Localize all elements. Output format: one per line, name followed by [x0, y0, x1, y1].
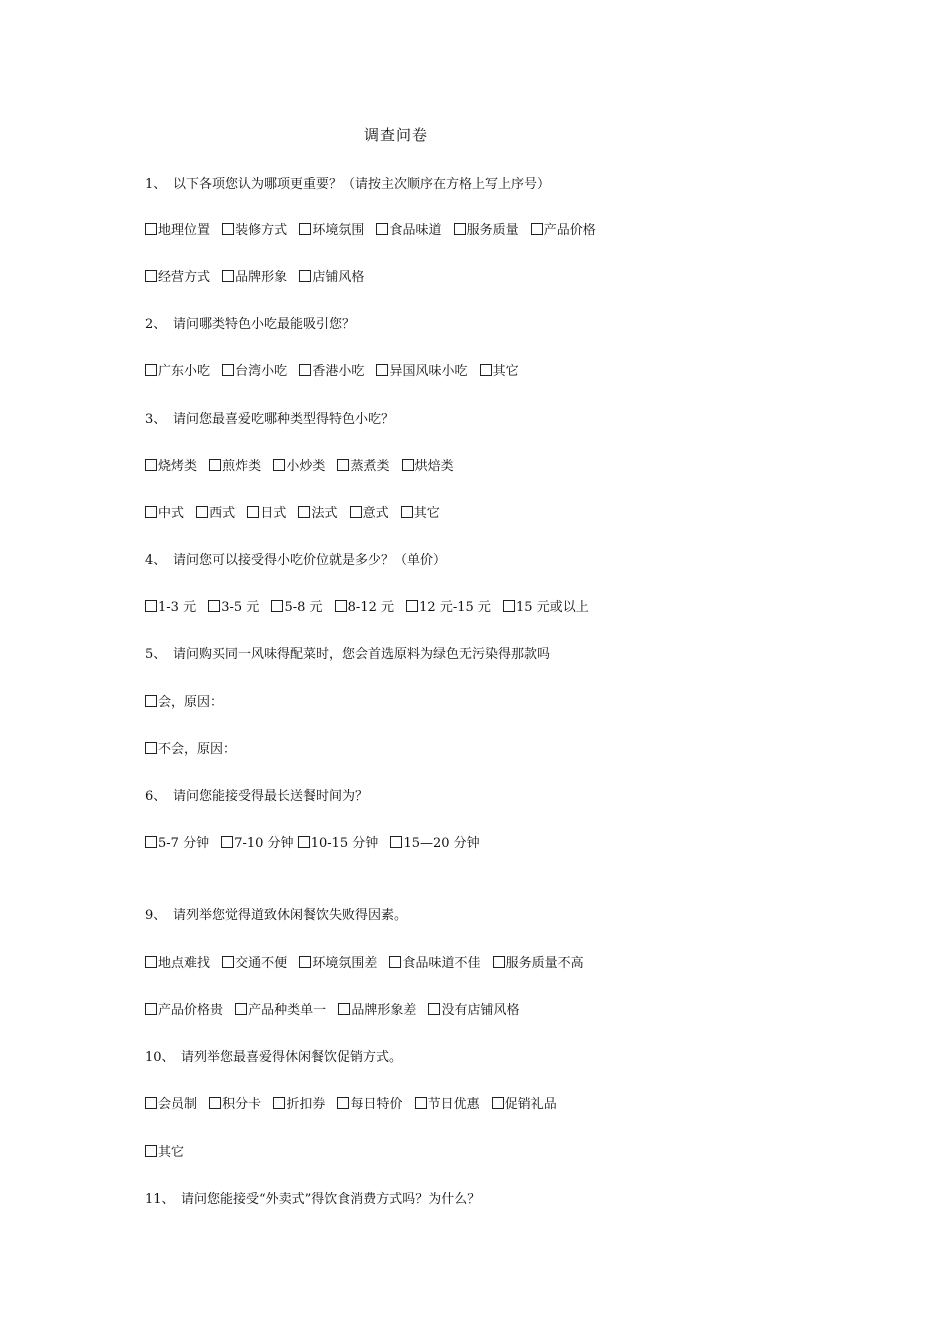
option-row — [145, 1096, 565, 1114]
question-text: 请问购买同一风味得配菜时，您会首选原料为绿色无污染得那款吗 — [173, 647, 551, 662]
checkbox[interactable] — [222, 223, 234, 235]
question-6 — [145, 788, 368, 806]
question-text: 请问您最喜爱吃哪种类型得特色小吃？ — [173, 412, 395, 427]
option-label: 其它 — [158, 1145, 185, 1160]
option-label: 8-12 元 — [347, 600, 394, 615]
checkbox[interactable] — [273, 1097, 285, 1109]
option-label: 地理位置 — [158, 223, 211, 238]
question-number: 9、 — [145, 908, 167, 923]
option-label: 小炒类 — [286, 459, 326, 474]
question-number: 10、 — [145, 1050, 175, 1065]
option-label: 会，原因： — [158, 695, 224, 710]
option-row — [145, 835, 488, 853]
checkbox[interactable] — [428, 1003, 440, 1015]
question-text: 以下各项您认为哪项更重要？（请按主次顺序在方格上写上序号） — [173, 177, 551, 192]
question-text: 请问您能接受得最长送餐时间为？ — [173, 789, 369, 804]
checkbox[interactable] — [299, 364, 311, 376]
option-label: 会员制 — [158, 1097, 198, 1112]
checkbox[interactable] — [209, 459, 221, 471]
option-label: 产品价格贵 — [158, 1003, 224, 1018]
checkbox[interactable] — [145, 836, 157, 848]
option-label: 装修方式 — [235, 223, 288, 238]
option-label: 烘焙类 — [414, 459, 454, 474]
checkbox[interactable] — [145, 600, 157, 612]
option-label: 烧烤类 — [158, 459, 198, 474]
checkbox[interactable] — [247, 506, 259, 518]
option-label: 7-10 分钟 — [234, 836, 294, 851]
option-label: 1-3 元 — [158, 600, 197, 615]
checkbox[interactable] — [209, 1097, 221, 1109]
question-10 — [145, 1049, 402, 1067]
checkbox[interactable] — [145, 459, 157, 471]
checkbox[interactable] — [415, 1097, 427, 1109]
checkbox[interactable] — [335, 600, 347, 612]
option-label: 地点难找 — [158, 956, 211, 971]
checkbox[interactable] — [350, 506, 362, 518]
option-row — [145, 505, 448, 523]
question-text: 请列举您觉得道致休闲餐饮失败得因素。 — [173, 908, 408, 923]
checkbox[interactable] — [454, 223, 466, 235]
checkbox[interactable] — [376, 223, 388, 235]
checkbox[interactable] — [145, 695, 157, 707]
option-label: 其它 — [413, 506, 440, 521]
option-label: 煎炸类 — [222, 459, 262, 474]
checkbox[interactable] — [145, 506, 157, 518]
option-label: 异国风味小吃 — [389, 364, 468, 379]
option-label: 日式 — [260, 506, 287, 521]
option-label: 广东小吃 — [158, 364, 211, 379]
option-label: 服务质量 — [466, 223, 519, 238]
question-number: 4、 — [145, 553, 167, 568]
option-label: 促销礼品 — [504, 1097, 557, 1112]
checkbox[interactable] — [196, 506, 208, 518]
option-label: 环境氛围差 — [312, 956, 378, 971]
option-label: 10-15 分钟 — [310, 836, 379, 851]
option-row — [145, 458, 462, 476]
checkbox[interactable] — [222, 270, 234, 282]
question-number: 6、 — [145, 789, 167, 804]
checkbox[interactable] — [480, 364, 492, 376]
checkbox[interactable] — [208, 600, 220, 612]
checkbox[interactable] — [299, 223, 311, 235]
option-label: 香港小吃 — [312, 364, 365, 379]
option-label: 法式 — [311, 506, 338, 521]
option-label: 环境氛围 — [312, 223, 365, 238]
question-number: 11、 — [145, 1192, 175, 1207]
checkbox[interactable] — [389, 956, 401, 968]
checkbox[interactable] — [271, 600, 283, 612]
option-label: 折扣券 — [286, 1097, 326, 1112]
option-label: 经营方式 — [158, 270, 211, 285]
checkbox[interactable] — [299, 270, 311, 282]
question-text: 请问您可以接受得小吃价位就是多少？（单价） — [173, 553, 447, 568]
option-label: 5-7 分钟 — [158, 836, 210, 851]
checkbox[interactable] — [222, 364, 234, 376]
question-number: 3、 — [145, 412, 167, 427]
option-row — [145, 599, 597, 617]
question-3 — [145, 411, 394, 429]
option-label: 3-5 元 — [221, 600, 260, 615]
option-label: 品牌形象 — [235, 270, 288, 285]
checkbox[interactable] — [221, 836, 233, 848]
option-label: 没有店铺风格 — [441, 1003, 520, 1018]
option-label: 产品种类单一 — [248, 1003, 327, 1018]
checkbox[interactable] — [406, 600, 418, 612]
option-label: 店铺风格 — [312, 270, 365, 285]
option-label: 15—20 分钟 — [403, 836, 480, 851]
option-label: 交通不便 — [235, 956, 288, 971]
checkbox[interactable] — [145, 956, 157, 968]
option-label: 蒸煮类 — [350, 459, 390, 474]
question-text: 请问哪类特色小吃最能吸引您？ — [173, 317, 356, 332]
checkbox[interactable] — [145, 1003, 157, 1015]
option-row — [145, 741, 244, 759]
checkbox[interactable] — [337, 459, 349, 471]
checkbox[interactable] — [503, 600, 515, 612]
option-label: 意式 — [362, 506, 389, 521]
question-text: 请列举您最喜爱得休闲餐饮促销方式。 — [181, 1050, 403, 1065]
question-number: 1、 — [145, 177, 167, 192]
checkbox[interactable] — [492, 1097, 504, 1109]
question-text: 请问您能接受“外卖式”得饮食消费方式吗？为什么？ — [181, 1192, 481, 1207]
option-label: 不会，原因： — [158, 742, 237, 757]
checkbox[interactable] — [376, 364, 388, 376]
question-9 — [145, 907, 407, 925]
checkbox[interactable] — [493, 956, 505, 968]
checkbox[interactable] — [145, 364, 157, 376]
checkbox[interactable] — [145, 223, 157, 235]
option-label: 5-8 元 — [284, 600, 323, 615]
option-label: 产品价格 — [543, 223, 596, 238]
option-label: 积分卡 — [222, 1097, 262, 1112]
option-label: 品牌形象差 — [351, 1003, 417, 1018]
checkbox[interactable] — [337, 1097, 349, 1109]
question-4 — [145, 552, 446, 570]
option-row — [145, 955, 592, 973]
option-label: 12 元-15 元 — [419, 600, 491, 615]
option-row — [145, 222, 604, 240]
checkbox[interactable] — [402, 459, 414, 471]
checkbox[interactable] — [145, 742, 157, 754]
option-label: 食品味道 — [389, 223, 442, 238]
option-label: 服务质量不高 — [505, 956, 584, 971]
checkbox[interactable] — [222, 956, 234, 968]
option-label: 其它 — [492, 364, 519, 379]
question-1 — [145, 176, 550, 194]
option-label: 西式 — [209, 506, 236, 521]
checkbox[interactable] — [401, 506, 413, 518]
checkbox[interactable] — [298, 506, 310, 518]
option-label: 节日优惠 — [427, 1097, 480, 1112]
checkbox[interactable] — [390, 836, 402, 848]
checkbox[interactable] — [299, 956, 311, 968]
checkbox[interactable] — [531, 223, 543, 235]
option-row — [145, 269, 372, 287]
checkbox[interactable] — [273, 459, 285, 471]
checkbox[interactable] — [298, 836, 310, 848]
option-row — [145, 1002, 527, 1020]
option-label: 食品味道不佳 — [402, 956, 481, 971]
option-label: 15 元或以上 — [516, 600, 589, 615]
checkbox[interactable] — [145, 270, 157, 282]
option-row — [145, 363, 527, 381]
question-number: 5、 — [145, 647, 167, 662]
option-label: 中式 — [158, 506, 185, 521]
question-number: 2、 — [145, 317, 167, 332]
checkbox[interactable] — [235, 1003, 247, 1015]
checkbox[interactable] — [145, 1097, 157, 1109]
question-2 — [145, 316, 355, 334]
option-label: 台湾小吃 — [235, 364, 288, 379]
checkbox[interactable] — [145, 1145, 157, 1157]
option-label: 每日特价 — [350, 1097, 403, 1112]
question-5 — [145, 646, 550, 664]
checkbox[interactable] — [338, 1003, 350, 1015]
option-row — [145, 694, 231, 712]
page-title: 调查问卷 — [363, 126, 428, 144]
question-11 — [145, 1191, 480, 1209]
option-row — [145, 1144, 192, 1162]
